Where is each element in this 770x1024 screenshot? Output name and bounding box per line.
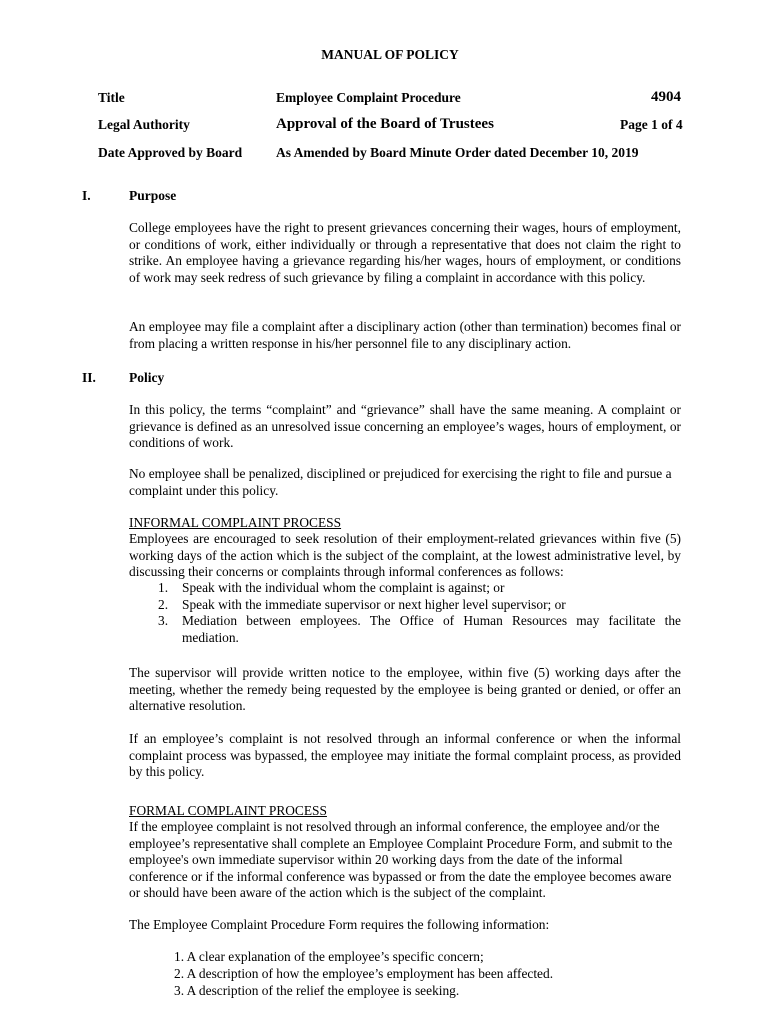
- authority-label: Legal Authority: [98, 117, 190, 132]
- purpose-paragraph-2: An employee may file a complaint after a disciplinary action (other than termination) becomes final or from placing a written response in his/her personnel file to any disciplinary action.: [129, 319, 681, 351]
- section-heading-purpose: Purpose: [129, 188, 177, 203]
- policy-number: 4904: [651, 89, 681, 105]
- requirement-item: 2. A description of how the employee’s employment has been affected.: [174, 966, 554, 981]
- policy-paragraph-2: No employee shall be penalized, disciplined or prejudiced for exercising the right to file and pursue a complaint under this policy.: [129, 466, 672, 498]
- informal-intro: Employees are encouraged to seek resolution of their employment-related grievances within five (5) working days of the action which is the subject of the complaint, at the lowest administrative level, by discussing their concerns or complaints through informal conferences as follows:: [129, 531, 681, 579]
- requirement-item: 3. A description of the relief the employee is seeking.: [174, 983, 460, 998]
- step-number: 2.: [158, 597, 169, 612]
- informal-process-heading: INFORMAL COMPLAINT PROCESS: [129, 515, 342, 530]
- form-requirements-intro: The Employee Complaint Procedure Form requires the following information:: [129, 917, 550, 932]
- section-number: II.: [82, 370, 96, 385]
- page-info: Page 1 of 4: [620, 117, 683, 132]
- authority-value: Approval of the Board of Trustees: [276, 116, 494, 132]
- section-number: I.: [82, 188, 91, 203]
- title-label: Title: [98, 90, 125, 105]
- formal-process-heading: FORMAL COMPLAINT PROCESS: [129, 803, 327, 818]
- date-value: As Amended by Board Minute Order dated December 10, 2019: [276, 145, 639, 160]
- step-number: 3.: [158, 613, 169, 628]
- date-label: Date Approved by Board: [98, 145, 243, 160]
- step-text: Speak with the individual whom the complaint is against; or: [182, 580, 505, 595]
- policy-paragraph-1: In this policy, the terms “complaint” and “grievance” shall have the same meaning. A complaint or grievance is defined as an unresolved issue concerning an employee’s wages, hours of employment, or conditions of work.: [129, 402, 681, 450]
- informal-after-paragraph-1: The supervisor will provide written notice to the employee, within five (5) working days after the meeting, whether the remedy being requested by the employee is being granted or denied, or offer an alternative resolution.: [129, 665, 681, 713]
- formal-intro: If the employee complaint is not resolved through an informal conference, the employee and/or the employee’s representative shall complete an Employee Complaint Procedure Form, and submit to the employee's own immediate supervisor within 20 working days from the date of the informal conference or if the informal conference was bypassed or from the date the employee becomes aware or should have been aware of the action which is the subject of the complaint.: [129, 819, 673, 900]
- step-text: Speak with the immediate supervisor or next higher level supervisor; or: [182, 597, 566, 612]
- document-title: MANUAL OF POLICY: [321, 47, 459, 62]
- section-heading-policy: Policy: [129, 370, 165, 385]
- informal-after-paragraph-2: If an employee’s complaint is not resolved through an informal conference or when the informal complaint process was bypassed, the employee may initiate the formal complaint process, as provided by this policy.: [129, 731, 681, 779]
- step-number: 1.: [158, 580, 169, 595]
- requirement-item: 1. A clear explanation of the employee’s specific concern;: [174, 949, 484, 964]
- title-value: Employee Complaint Procedure: [276, 90, 461, 105]
- purpose-paragraph-1: College employees have the right to present grievances concerning their wages, hours of employment, or conditions of work, either individually or through a representative that does not claim the right to strike. An employee having a grievance regarding his/her wages, hours of employment, or conditions of work may seek redress of such grievance by filing a complaint in accordance with this policy.: [129, 220, 681, 285]
- step-text: Mediation between employees. The Office of Human Resources may facilitate the mediation.: [182, 613, 681, 645]
